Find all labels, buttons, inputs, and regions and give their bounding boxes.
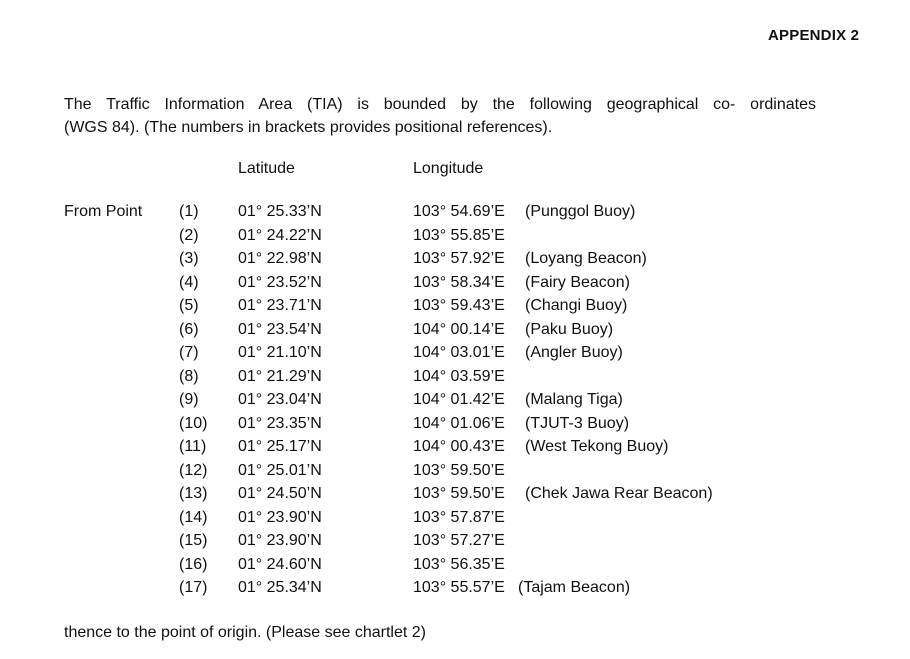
longitude-cell: 103° 59.43’E (413, 297, 505, 314)
point-number: (6) (179, 320, 199, 338)
point-number: (1) (179, 203, 199, 220)
table-row (0, 344, 910, 368)
latitude-cell: 01° 24.60’N (238, 555, 322, 573)
table-row (0, 556, 910, 580)
point-number: (5) (179, 297, 199, 314)
table-row (0, 250, 910, 274)
longitude-cell: 103° 57.27’E (413, 532, 505, 549)
closing-text: thence to the point of origin. (Please see chartlet 2) (64, 624, 426, 641)
point-number: (9) (179, 391, 199, 408)
longitude-cell: 104° 01.06’E (413, 414, 505, 432)
longitude-cell: 103° 55.85’E (413, 226, 505, 244)
longitude-cell: 103° 55.57’E (413, 579, 505, 596)
point-number: (11) (179, 438, 207, 455)
longitude-cell: 103° 59.50’E (413, 461, 505, 479)
longitude-cell: 103° 56.35’E (413, 555, 505, 573)
table-row (0, 438, 910, 462)
longitude-cell: 104° 03.59’E (413, 367, 505, 385)
longitude-cell: 103° 58.34’E (413, 273, 505, 291)
intro-line-1: The Traffic Information Area (TIA) is bounded by the following geographical co- ordinates (64, 96, 816, 113)
point-number: (4) (179, 273, 199, 291)
table-row (0, 203, 910, 227)
longitude-cell: 103° 59.50’E (413, 485, 505, 502)
longitude-cell: 104° 00.14’E (413, 320, 505, 338)
latitude-cell: 01° 25.17’N (238, 438, 322, 455)
reference-cell: (Paku Buoy) (525, 320, 614, 338)
table-row (0, 321, 910, 345)
latitude-cell: 01° 25.34’N (238, 579, 322, 596)
reference-cell: (Tajam Beacon) (518, 579, 631, 596)
point-number: (13) (179, 485, 208, 502)
longitude-cell: 103° 57.87’E (413, 508, 505, 526)
latitude-cell: 01° 24.22’N (238, 226, 322, 244)
appendix-heading: APPENDIX 2 (768, 27, 860, 44)
latitude-cell: 01° 23.35’N (238, 414, 322, 432)
reference-cell: (Malang Tiga) (525, 391, 623, 408)
point-number: (16) (179, 555, 208, 573)
latitude-cell: 01° 22.98’N (238, 250, 322, 267)
point-number: (3) (179, 250, 199, 267)
point-number: (15) (179, 532, 208, 549)
latitude-cell: 01° 21.29’N (238, 367, 322, 385)
latitude-cell: 01° 23.90’N (238, 508, 322, 526)
table-row (0, 485, 910, 509)
point-number: (12) (179, 461, 208, 479)
point-number: (8) (179, 367, 199, 385)
table-row (0, 462, 910, 486)
latitude-cell: 01° 21.10’N (238, 344, 322, 361)
longitude-header: Longitude (413, 160, 484, 177)
point-number: (14) (179, 508, 208, 526)
point-number: (7) (179, 344, 199, 361)
coordinate-table (0, 203, 910, 603)
reference-cell: (Angler Buoy) (525, 344, 623, 361)
table-row (0, 297, 910, 321)
longitude-cell: 104° 01.42’E (413, 391, 505, 408)
point-number: (2) (179, 226, 199, 244)
from-point-label: From Point (64, 203, 143, 220)
longitude-cell: 103° 57.92’E (413, 250, 505, 267)
reference-cell: (Loyang Beacon) (525, 250, 647, 267)
table-row (0, 532, 910, 556)
reference-cell: (TJUT-3 Buoy) (525, 414, 630, 432)
table-row (0, 509, 910, 533)
latitude-cell: 01° 23.54’N (238, 320, 322, 338)
table-row (0, 227, 910, 251)
intro-paragraph (64, 93, 816, 139)
latitude-cell: 01° 24.50’N (238, 485, 322, 502)
latitude-cell: 01° 25.33’N (238, 203, 322, 220)
table-row (0, 274, 910, 298)
latitude-cell: 01° 23.52’N (238, 273, 322, 291)
reference-cell: (West Tekong Buoy) (525, 438, 669, 455)
latitude-header: Latitude (238, 160, 295, 177)
table-row (0, 368, 910, 392)
table-row (0, 579, 910, 603)
longitude-cell: 104° 00.43’E (413, 438, 505, 455)
intro-line-2: (WGS 84). (The numbers in brackets provides positional references). (64, 119, 553, 136)
point-number: (17) (179, 579, 208, 596)
latitude-cell: 01° 25.01’N (238, 461, 322, 479)
latitude-cell: 01° 23.90’N (238, 532, 322, 549)
latitude-cell: 01° 23.04’N (238, 391, 322, 408)
table-row (0, 391, 910, 415)
latitude-cell: 01° 23.71’N (238, 297, 322, 314)
longitude-cell: 104° 03.01’E (413, 344, 505, 361)
reference-cell: (Chek Jawa Rear Beacon) (525, 485, 713, 502)
reference-cell: (Fairy Beacon) (525, 273, 630, 291)
longitude-cell: 103° 54.69’E (413, 203, 505, 220)
point-number: (10) (179, 414, 208, 432)
reference-cell: (Punggol Buoy) (525, 203, 636, 220)
reference-cell: (Changi Buoy) (525, 297, 628, 314)
table-row (0, 415, 910, 439)
